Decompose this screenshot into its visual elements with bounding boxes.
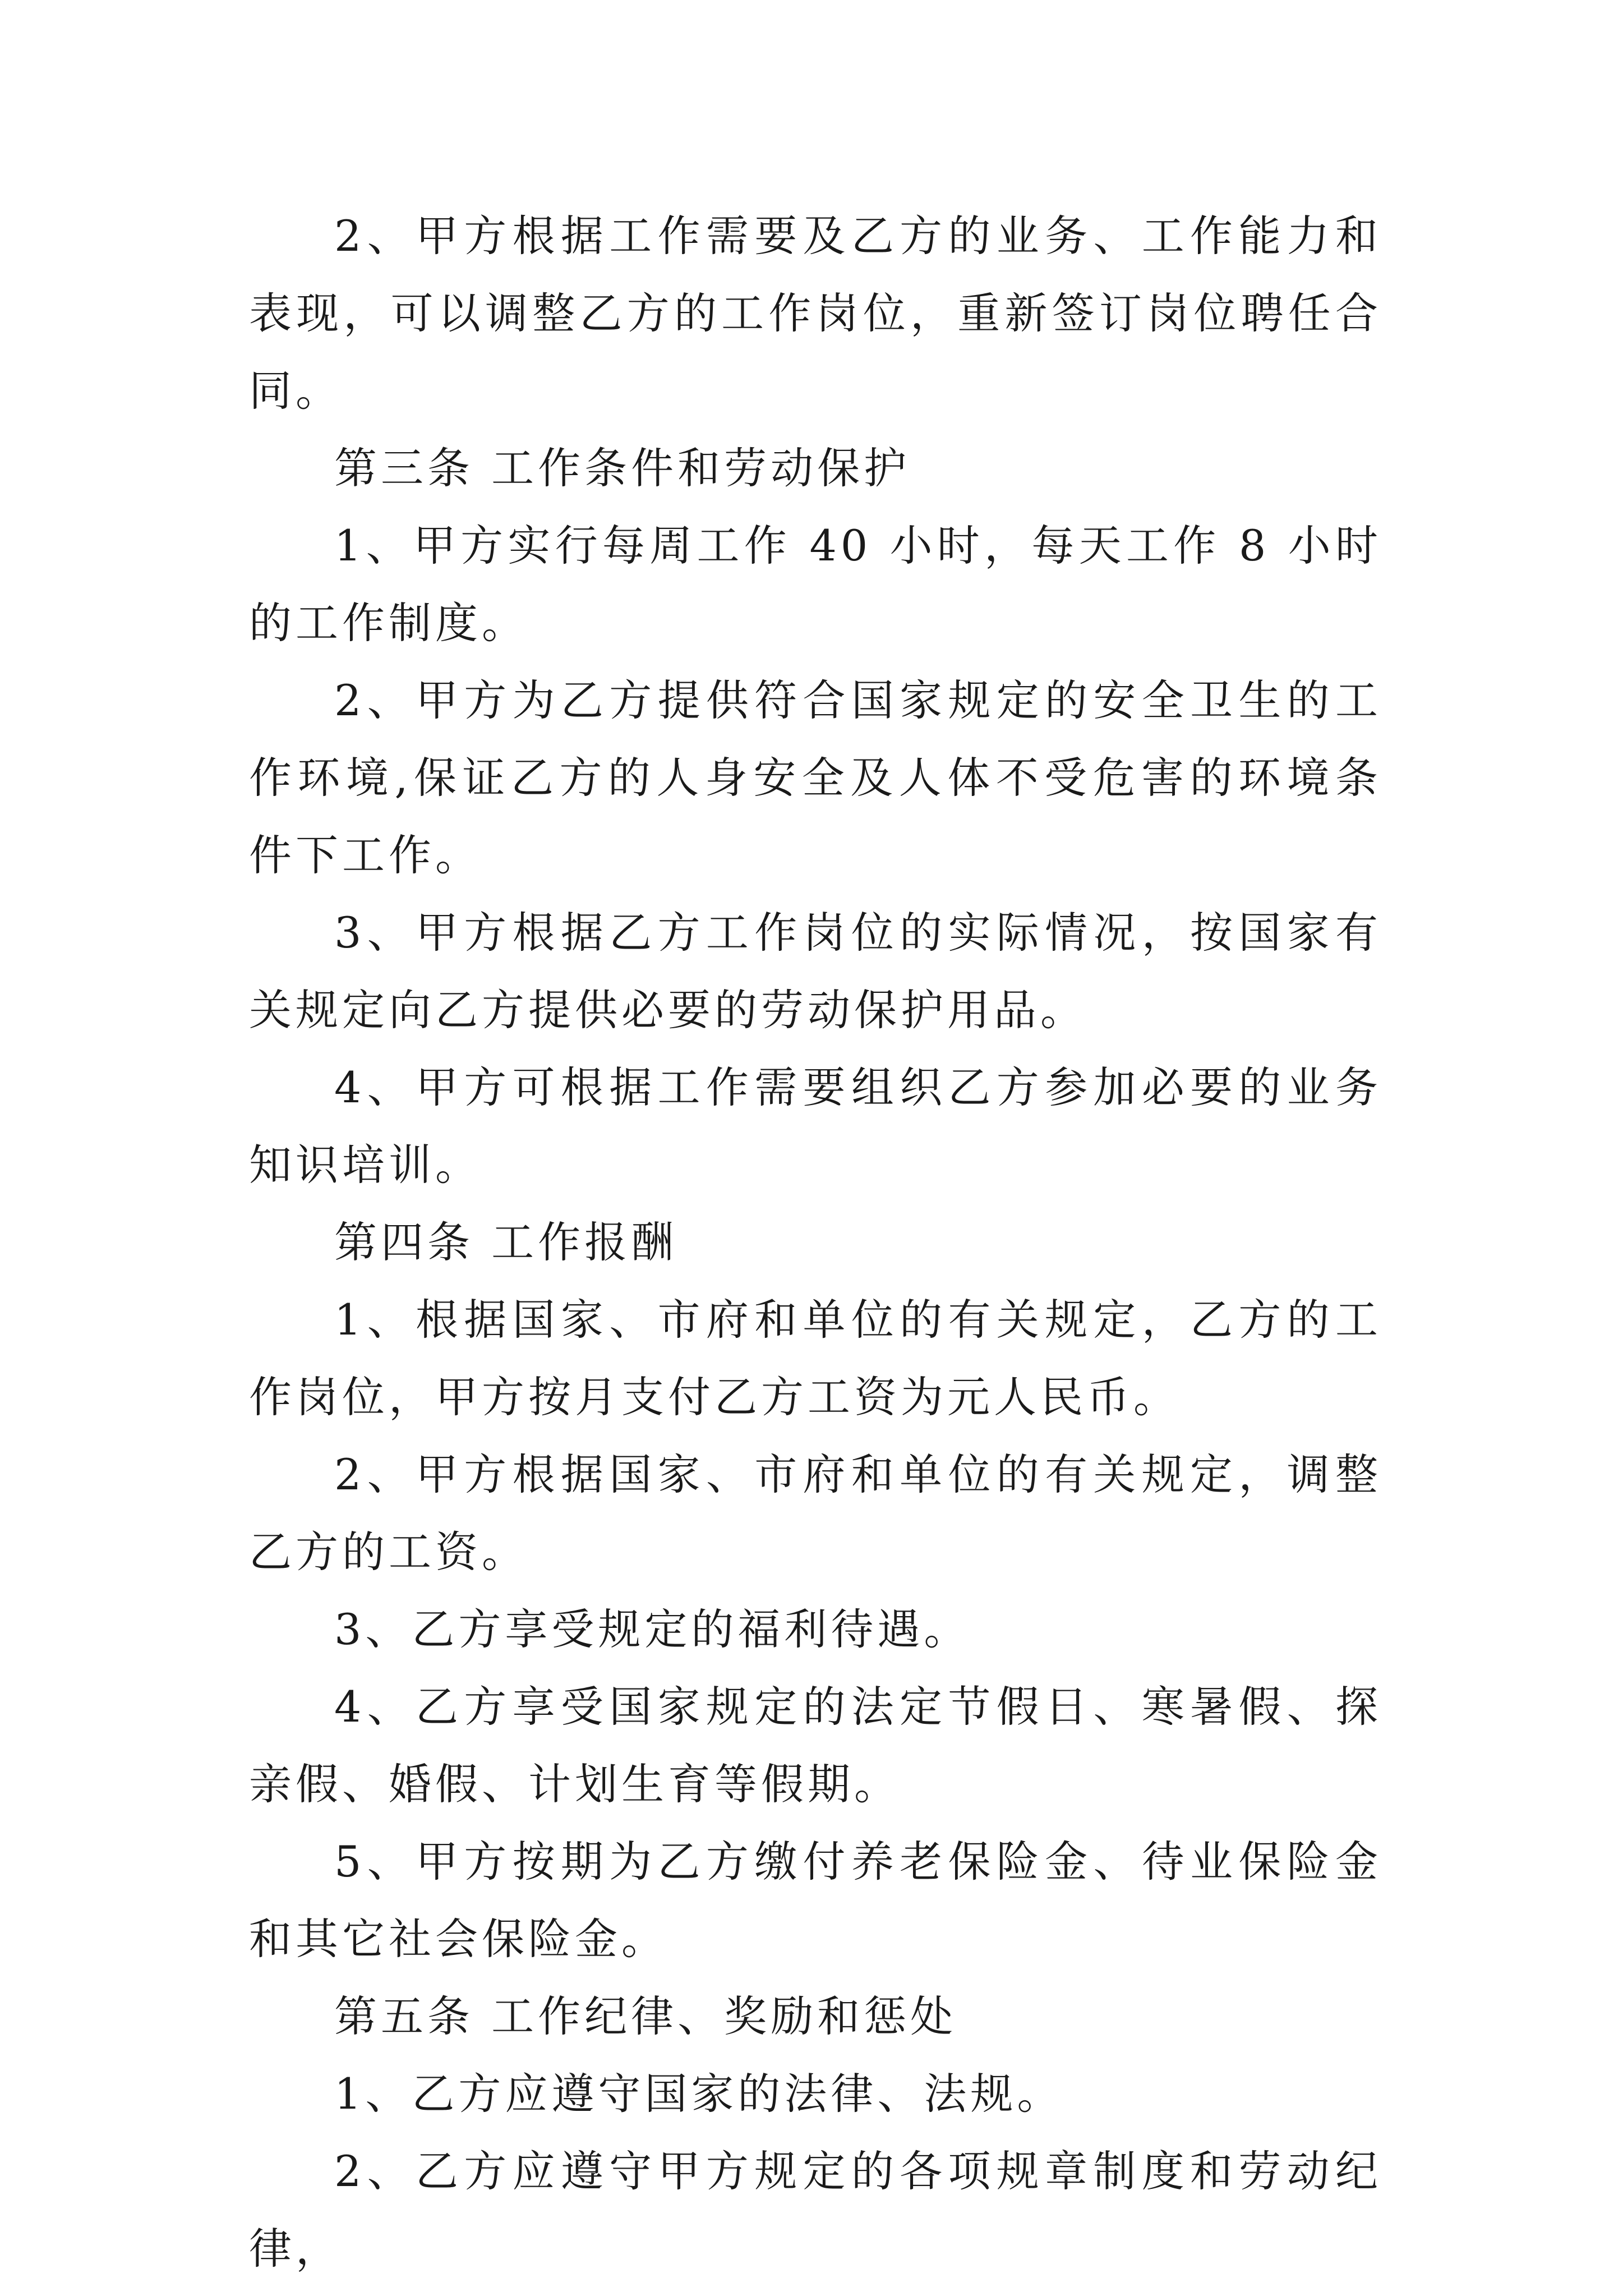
clause-4-item-5: 5、甲方按期为乙方缴付养老保险金、待业保险金和其它社会保险金。 [249, 1837, 1382, 1964]
clause-4-item-2: 2、甲方根据国家、市府和单位的有关规定，调整乙方的工资。 [249, 1450, 1382, 1577]
clause-2-item-2: 2、甲方根据工作需要及乙方的业务、工作能力和表现，可以调整乙方的工作岗位，重新签订岗位聘任合同。 [249, 211, 1382, 416]
clause-3-item-4: 4、甲方可根据工作需要组织乙方参加必要的业务知识培训。 [249, 1062, 1382, 1190]
article-3-heading: 第三条 工作条件和劳动保护 [334, 443, 911, 493]
document-body [249, 197, 1382, 2288]
article-5-heading: 第五条 工作纪律、奖励和惩处 [334, 1991, 957, 2041]
clause-5-item-2: 2、乙方应遵守甲方规定的各项规章制度和劳动纪律， [249, 2146, 1382, 2274]
clause-4-item-4: 4、乙方享受国家规定的法定节假日、寒暑假、探亲假、婚假、计划生育等假期。 [249, 1682, 1382, 1809]
clause-5-item-1: 1、乙方应遵守国家的法律、法规。 [334, 2069, 1064, 2119]
clause-4-item-3: 3、乙方享受规定的福利待遇。 [334, 1604, 971, 1654]
clause-3-item-3: 3、甲方根据乙方工作岗位的实际情况，按国家有关规定向乙方提供必要的劳动保护用品。 [249, 908, 1382, 1035]
clause-4-item-1: 1、根据国家、市府和单位的有关规定，乙方的工作岗位，甲方按月支付乙方工资为元人民币。 [249, 1295, 1382, 1422]
article-4-heading: 第四条 工作报酬 [334, 1217, 678, 1267]
clause-3-item-1: 1、甲方实行每周工作 40 小时，每天工作 8 小时的工作制度。 [249, 521, 1382, 648]
clause-3-item-2: 2、甲方为乙方提供符合国家规定的安全卫生的工作环境,保证乙方的人身安全及人体不受危害的环境条件下工作。 [249, 675, 1382, 880]
